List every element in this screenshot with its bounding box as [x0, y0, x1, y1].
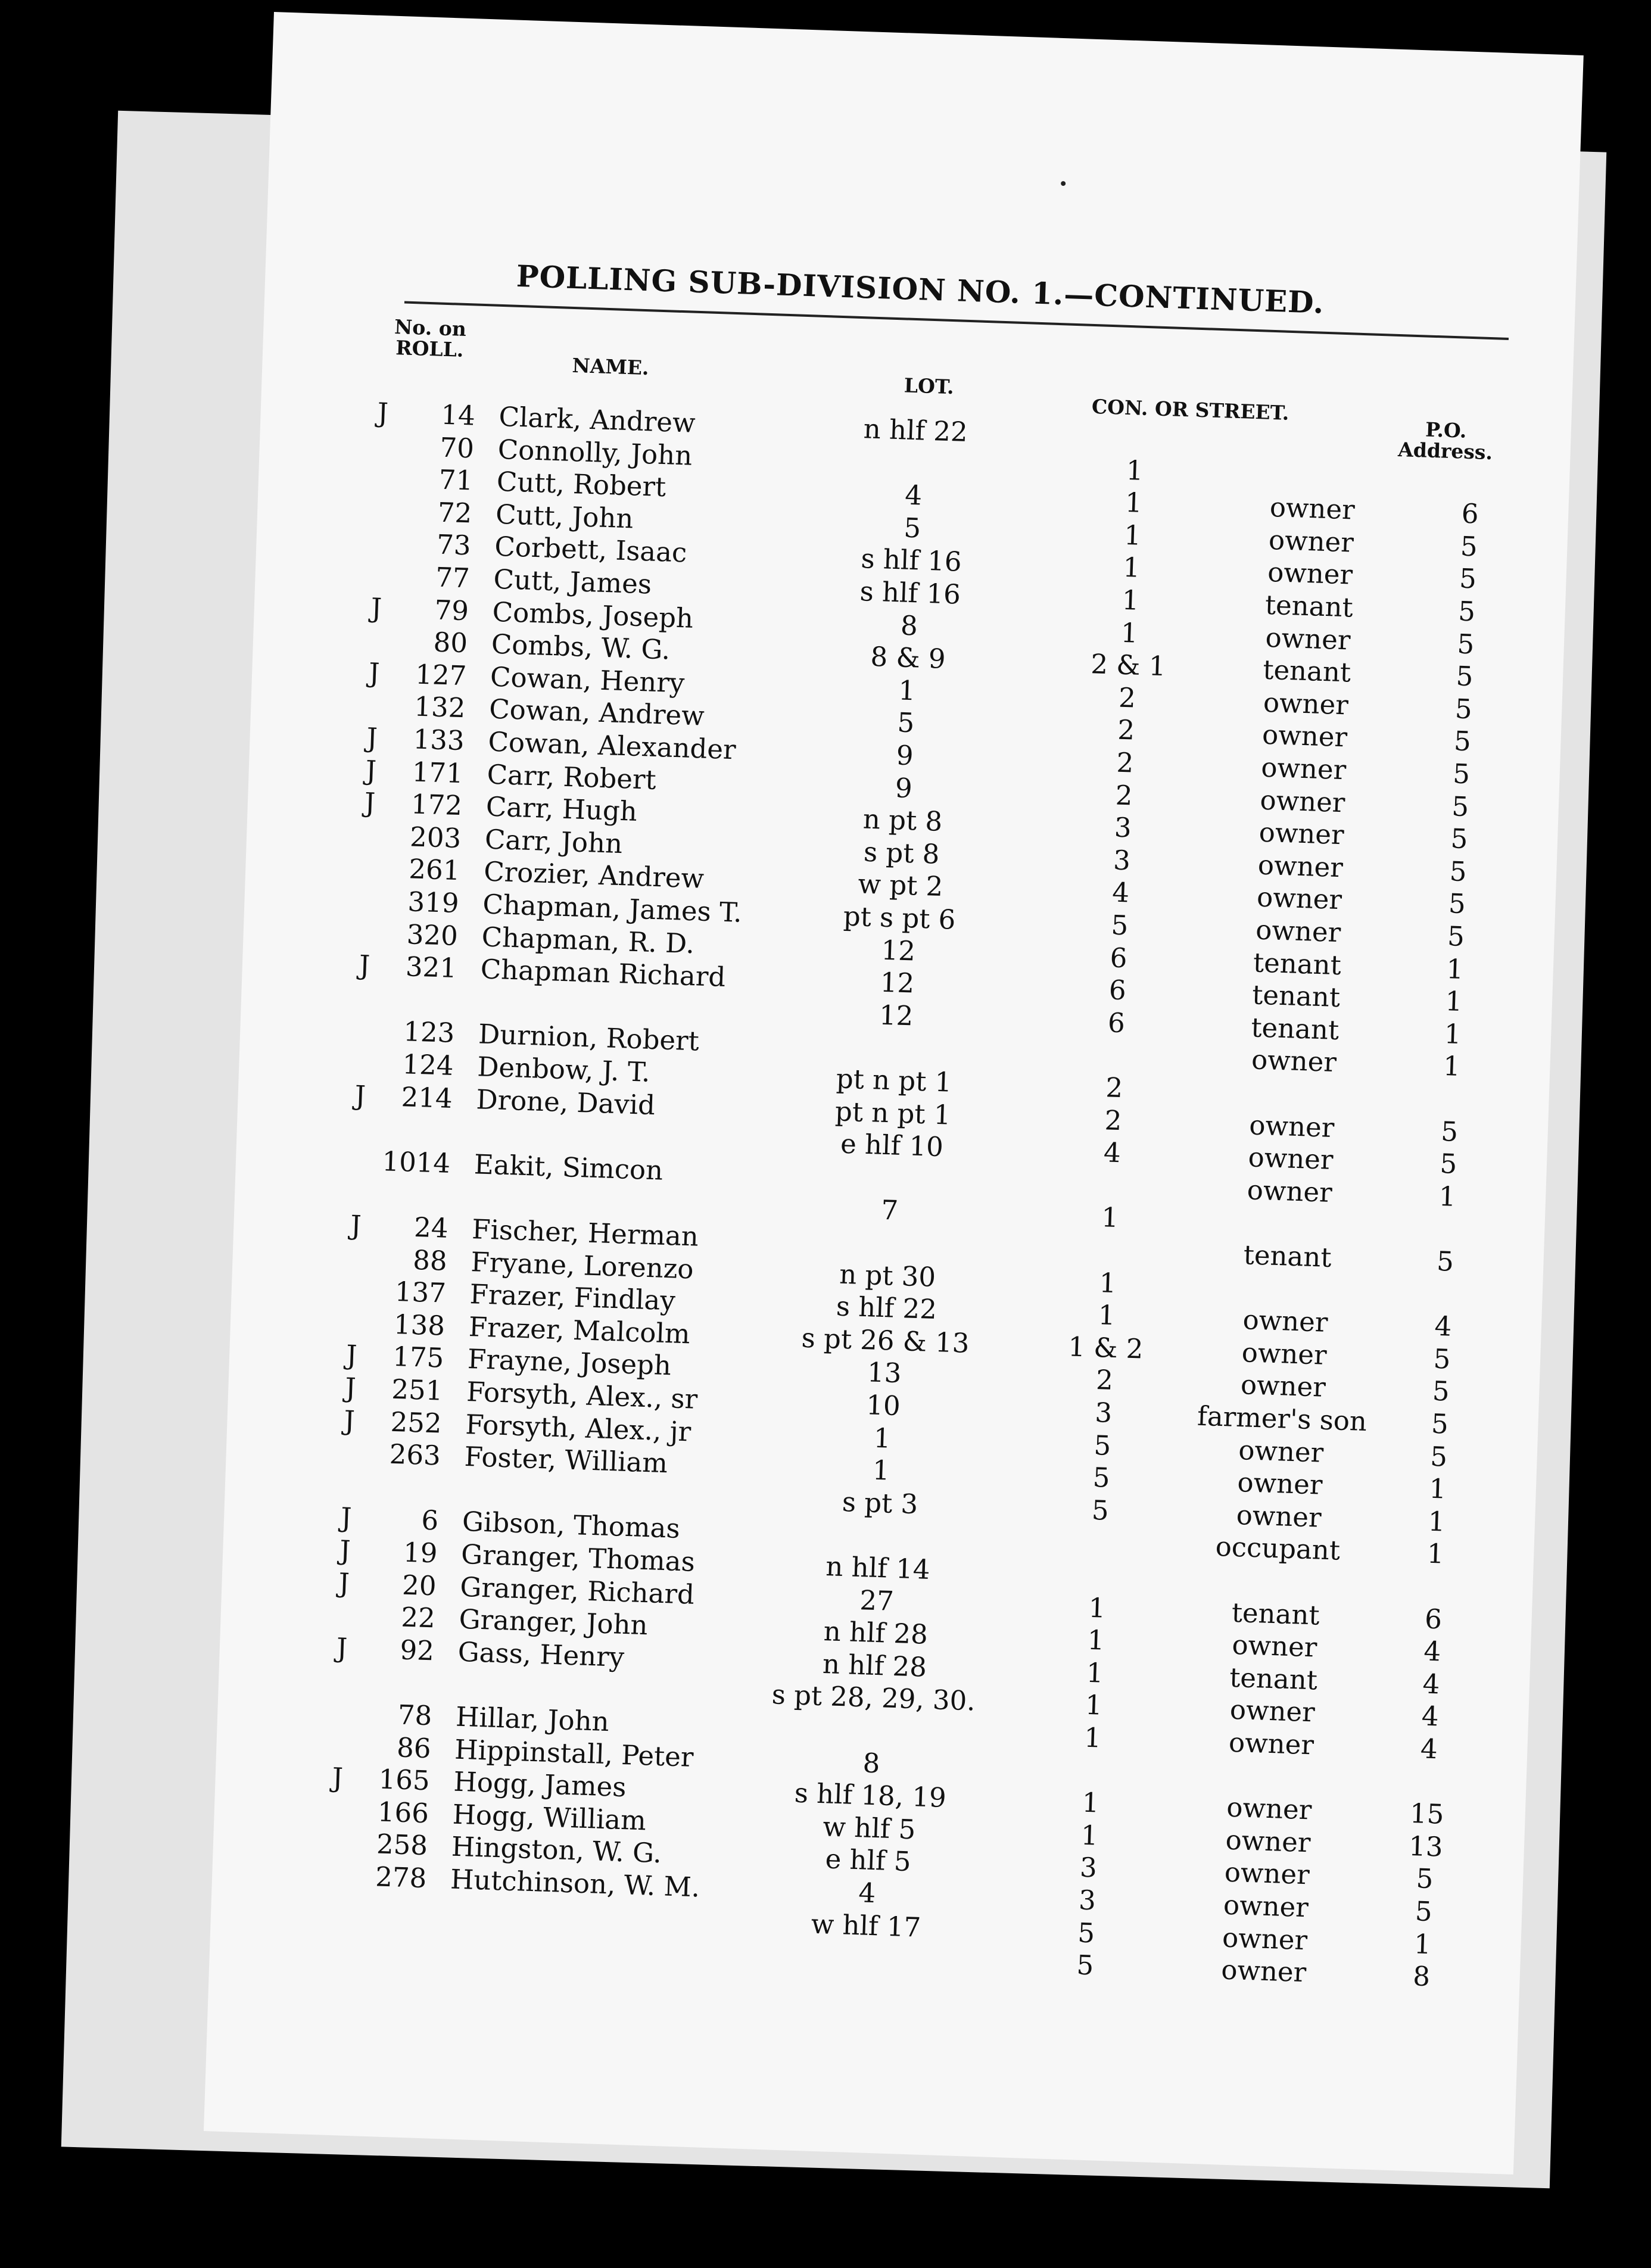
- concession-cell: 5: [1093, 1429, 1112, 1462]
- roll-number: 165: [378, 1763, 431, 1797]
- concession-cell: 2: [1105, 1071, 1124, 1104]
- voter-name: Hogg, James: [453, 1765, 627, 1803]
- po-address-cell: 5: [1436, 1245, 1454, 1278]
- status-cell: owner: [1268, 524, 1354, 559]
- roll-number: 132: [413, 690, 466, 724]
- header-con: CON. OR STREET.: [1091, 394, 1290, 425]
- lot-cell: 8 & 9: [870, 641, 946, 675]
- page-title: POLLING SUB-DIVISION NO. 1.—CONTINUED.: [516, 258, 1325, 320]
- roll-number: 86: [396, 1731, 432, 1764]
- ink-speck: [1061, 181, 1066, 186]
- roll-number: 252: [390, 1406, 443, 1440]
- po-address-cell: 5: [1452, 758, 1471, 790]
- status-cell: owner: [1238, 1434, 1325, 1469]
- po-address-cell: 4: [1421, 1700, 1440, 1733]
- roll-number: 73: [436, 528, 472, 562]
- po-address-cell: 5: [1432, 1342, 1451, 1375]
- po-address-cell: 5: [1453, 725, 1472, 758]
- po-address-cell: 5: [1415, 1862, 1434, 1895]
- lot-cell: s pt 26 & 13: [800, 1322, 970, 1359]
- roll-number: 80: [432, 626, 468, 659]
- lot-cell: 8: [862, 1747, 881, 1779]
- po-address-cell: 5: [1457, 595, 1476, 628]
- lot-cell: 9: [895, 739, 914, 772]
- status-cell: tenant: [1250, 1011, 1340, 1046]
- lot-cell: 1: [873, 1422, 892, 1454]
- status-cell: owner: [1261, 719, 1348, 753]
- voter-name: Gass, Henry: [457, 1635, 625, 1673]
- lot-cell: 10: [865, 1389, 901, 1422]
- status-cell: owner: [1235, 1498, 1322, 1534]
- lot-cell: 12: [880, 934, 916, 967]
- po-address-cell: 1: [1427, 1505, 1446, 1538]
- juror-mark: J: [366, 721, 378, 754]
- concession-cell: 1: [1120, 616, 1139, 649]
- roll-number: 127: [415, 658, 468, 692]
- po-address-cell: 4: [1434, 1310, 1453, 1342]
- juror-mark: J: [336, 1631, 348, 1664]
- roll-number: 321: [405, 951, 457, 985]
- status-cell: tenant: [1229, 1661, 1318, 1696]
- lot-cell: 5: [896, 706, 915, 739]
- voter-name: Connolly, John: [497, 433, 693, 472]
- po-address-cell: 4: [1422, 1668, 1441, 1700]
- status-cell: owner: [1220, 1954, 1307, 1989]
- lot-cell: n hlf 28: [822, 1647, 927, 1683]
- status-cell: owner: [1256, 881, 1342, 916]
- juror-mark: J: [343, 1404, 356, 1437]
- status-cell: farmer's son: [1197, 1400, 1367, 1438]
- status-cell: owner: [1255, 914, 1341, 949]
- concession-cell: 5: [1110, 909, 1129, 942]
- status-cell: owner: [1240, 1369, 1326, 1404]
- roll-number: 19: [403, 1536, 438, 1569]
- voter-name: Cutt, Robert: [496, 466, 666, 503]
- po-address-cell: 5: [1460, 530, 1478, 563]
- lot-cell: 1: [872, 1454, 890, 1487]
- status-cell: owner: [1263, 686, 1349, 721]
- roll-number: 124: [401, 1048, 454, 1082]
- concession-cell: 5: [1076, 1949, 1095, 1982]
- voter-name: Forsyth, Alex., jr: [465, 1408, 692, 1448]
- concession-cell: 2 & 1: [1090, 648, 1167, 683]
- voter-name: Carr, Hugh: [485, 790, 638, 828]
- concession-cell: 1: [1101, 1201, 1119, 1234]
- concession-cell: 1: [1083, 1721, 1102, 1754]
- voter-name: Combs, W. G.: [491, 628, 671, 666]
- roll-number: 175: [392, 1341, 445, 1375]
- status-cell: owner: [1224, 1856, 1310, 1891]
- concession-cell: 1: [1124, 487, 1143, 519]
- status-cell: owner: [1228, 1726, 1314, 1761]
- po-address-cell: 1: [1428, 1472, 1447, 1505]
- roll-number: 88: [412, 1244, 448, 1277]
- po-address-cell: 13: [1408, 1830, 1444, 1863]
- lot-cell: 12: [879, 999, 914, 1032]
- voter-name: Combs, Joseph: [491, 596, 694, 634]
- lot-cell: n hlf 22: [863, 413, 968, 448]
- roll-number: 71: [438, 463, 474, 497]
- voter-name: Chapman, James T.: [482, 888, 743, 929]
- roll-number: 251: [391, 1373, 444, 1407]
- status-cell: tenant: [1243, 1239, 1332, 1273]
- po-address-cell: 5: [1439, 1148, 1458, 1180]
- roll-number: 138: [393, 1308, 446, 1342]
- po-address-cell: 1: [1426, 1538, 1445, 1570]
- lot-cell: w hlf 5: [822, 1811, 917, 1846]
- concession-cell: 6: [1107, 1007, 1126, 1039]
- status-cell: owner: [1247, 1174, 1333, 1208]
- juror-mark: J: [368, 656, 381, 689]
- roll-number: 77: [435, 561, 471, 594]
- status-cell: tenant: [1253, 946, 1342, 981]
- po-address-cell: 5: [1440, 1115, 1459, 1148]
- roll-number: 166: [377, 1796, 429, 1830]
- concession-cell: 3: [1078, 1884, 1096, 1917]
- voter-name: Crozier, Andrew: [483, 855, 705, 895]
- concession-cell: 4: [1111, 876, 1130, 909]
- lot-cell: 7: [880, 1194, 899, 1227]
- roll-number: 133: [412, 723, 465, 757]
- concession-cell: 2: [1116, 746, 1135, 779]
- voter-name: Carr, Robert: [486, 758, 657, 796]
- status-cell: owner: [1242, 1304, 1329, 1339]
- po-address-cell: 5: [1451, 790, 1470, 823]
- voter-name: Frayne, Joseph: [467, 1343, 672, 1382]
- voter-name: Hingston, W. G.: [451, 1830, 662, 1870]
- lot-cell: s hlf 18, 19: [794, 1777, 947, 1814]
- status-cell: owner: [1247, 1141, 1334, 1176]
- lot-cell: s pt 28, 29, 30.: [771, 1678, 976, 1717]
- roll-number: 72: [437, 496, 473, 529]
- header-po: P.O. Address.: [1397, 418, 1493, 464]
- voter-name: Cowan, Alexander: [487, 725, 737, 766]
- concession-cell: 6: [1108, 974, 1127, 1007]
- lot-cell: 5: [903, 512, 922, 544]
- concession-cell: 5: [1092, 1462, 1111, 1494]
- status-cell: owner: [1259, 784, 1346, 818]
- lot-cell: 12: [880, 966, 915, 999]
- juror-mark: J: [365, 754, 377, 786]
- voter-name: Forsyth, Alex., sr: [466, 1376, 699, 1415]
- voter-name: Corbett, Isaac: [494, 531, 688, 569]
- roll-number: 263: [389, 1438, 441, 1472]
- lot-cell: 4: [858, 1877, 877, 1909]
- status-cell: owner: [1258, 816, 1345, 851]
- concession-cell: 2: [1095, 1364, 1114, 1397]
- voter-name: Drone, David: [475, 1083, 656, 1121]
- concession-cell: 3: [1094, 1397, 1113, 1429]
- concession-cell: 6: [1109, 942, 1128, 974]
- header-name: NAME.: [571, 353, 650, 380]
- roll-number: 214: [400, 1080, 453, 1114]
- status-cell: occupant: [1214, 1531, 1341, 1567]
- concession-cell: 5: [1077, 1917, 1096, 1949]
- voter-name: Denbow, J. T.: [476, 1051, 651, 1088]
- voter-name: Frazer, Malcolm: [468, 1310, 691, 1350]
- voter-name: Granger, Thomas: [460, 1538, 696, 1578]
- po-address-cell: 5: [1459, 562, 1477, 595]
- status-cell: owner: [1260, 751, 1347, 786]
- concession-cell: 3: [1079, 1851, 1098, 1884]
- po-address-cell: 1: [1443, 1017, 1462, 1050]
- juror-mark: J: [340, 1501, 353, 1534]
- juror-mark: J: [345, 1339, 358, 1372]
- roll-number: 171: [412, 755, 464, 789]
- concession-cell: 1 & 2: [1067, 1331, 1144, 1365]
- voter-name: Eakit, Simcon: [474, 1148, 663, 1186]
- voter-name: Hutchinson, W. M.: [450, 1863, 700, 1904]
- voter-name: Cowan, Andrew: [488, 693, 705, 732]
- juror-mark: J: [344, 1372, 357, 1404]
- po-address-cell: 1: [1438, 1180, 1457, 1213]
- lot-cell: w hlf 17: [810, 1908, 922, 1943]
- po-address-cell: 5: [1431, 1407, 1449, 1440]
- concession-cell: 1: [1098, 1299, 1116, 1332]
- roll-number: 320: [406, 918, 459, 952]
- po-address-cell: 5: [1455, 660, 1474, 693]
- roll-number: 137: [394, 1276, 447, 1309]
- lot-cell: s hlf 16: [860, 543, 962, 578]
- juror-mark: J: [370, 591, 382, 624]
- lot-cell: s pt 8: [863, 836, 940, 870]
- voter-name: Granger, John: [458, 1603, 649, 1641]
- concession-cell: 2: [1104, 1104, 1123, 1136]
- status-cell: tenant: [1251, 979, 1341, 1014]
- status-cell: owner: [1229, 1694, 1316, 1728]
- roll-number: 14: [440, 398, 476, 432]
- lot-cell: 4: [904, 479, 923, 512]
- lot-cell: 13: [867, 1356, 902, 1390]
- roll-number: 258: [376, 1828, 428, 1862]
- document-page: [204, 12, 1584, 2174]
- lot-cell: n pt 8: [862, 803, 943, 838]
- roll-number: 319: [407, 886, 460, 920]
- voter-name: Granger, Richard: [459, 1571, 695, 1610]
- voter-name: Cutt, John: [495, 498, 634, 535]
- lot-cell: s hlf 16: [859, 575, 961, 610]
- lot-cell: pt n pt 1: [836, 1063, 953, 1098]
- status-cell: owner: [1251, 1043, 1337, 1079]
- po-address-cell: 5: [1454, 693, 1473, 725]
- voter-name: Hippinstall, Peter: [454, 1733, 694, 1773]
- status-cell: owner: [1222, 1921, 1308, 1956]
- roll-number: 123: [403, 1015, 456, 1049]
- voter-name: Clark, Andrew: [498, 400, 696, 439]
- roll-number: 203: [409, 821, 462, 854]
- concession-cell: 2: [1117, 714, 1135, 746]
- concession-cell: 1: [1121, 584, 1140, 616]
- concession-cell: 1: [1098, 1266, 1117, 1299]
- concession-cell: 1: [1088, 1591, 1107, 1624]
- concession-cell: 1: [1086, 1656, 1104, 1689]
- roll-number: 92: [399, 1634, 435, 1667]
- po-address-cell: 1: [1413, 1927, 1432, 1960]
- roll-number: 261: [408, 853, 461, 887]
- status-cell: owner: [1267, 556, 1353, 591]
- juror-mark: J: [364, 786, 376, 819]
- roll-number: 70: [439, 431, 475, 465]
- roll-number: 20: [401, 1569, 437, 1602]
- lot-cell: w pt 2: [857, 868, 944, 903]
- concession-cell: 1: [1126, 454, 1144, 487]
- lot-cell: 8: [900, 609, 918, 641]
- lot-cell: 27: [859, 1584, 895, 1617]
- voter-name: Chapman, R. D.: [481, 921, 695, 959]
- concession-cell: 2: [1118, 681, 1136, 714]
- lot-cell: n pt 30: [839, 1258, 936, 1293]
- concession-cell: 1: [1123, 519, 1142, 552]
- juror-mark: J: [359, 949, 370, 982]
- po-address-cell: 6: [1424, 1603, 1443, 1635]
- lot-cell: n hlf 14: [825, 1550, 931, 1585]
- voter-name: Frazer, Findlay: [469, 1278, 676, 1317]
- roll-number: 6: [420, 1504, 440, 1537]
- status-cell: owner: [1226, 1791, 1313, 1826]
- roll-number: 24: [413, 1211, 449, 1244]
- status-cell: owner: [1257, 849, 1344, 884]
- po-address-cell: 5: [1429, 1440, 1448, 1473]
- status-cell: tenant: [1231, 1596, 1320, 1631]
- po-address-cell: 4: [1423, 1635, 1441, 1668]
- status-cell: owner: [1248, 1108, 1335, 1144]
- concession-cell: 5: [1091, 1494, 1110, 1526]
- voter-name: Hogg, William: [451, 1798, 647, 1837]
- concession-cell: 1: [1081, 1786, 1100, 1819]
- concession-cell: 1: [1122, 552, 1141, 584]
- lot-cell: e hlf 10: [840, 1127, 944, 1163]
- voter-name: Cowan, Henry: [490, 661, 686, 699]
- lot-cell: pt s pt 6: [843, 900, 957, 936]
- po-address-cell: 1: [1446, 952, 1465, 985]
- status-cell: owner: [1269, 491, 1356, 526]
- juror-mark: J: [331, 1762, 344, 1794]
- concession-cell: 1: [1080, 1819, 1099, 1852]
- po-address-cell: 5: [1432, 1375, 1450, 1408]
- lot-cell: pt n pt 1: [834, 1095, 952, 1131]
- status-cell: tenant: [1262, 653, 1351, 688]
- concession-cell: 3: [1114, 811, 1132, 844]
- concession-cell: 4: [1103, 1136, 1122, 1169]
- lot-cell: s pt 3: [842, 1485, 919, 1521]
- concession-cell: 2: [1114, 779, 1133, 812]
- po-address-cell: 15: [1409, 1797, 1445, 1830]
- juror-mark: J: [338, 1566, 350, 1599]
- juror-mark: J: [350, 1209, 362, 1241]
- concession-cell: 1: [1085, 1689, 1103, 1722]
- juror-mark: J: [339, 1534, 351, 1566]
- po-address-cell: 6: [1460, 497, 1479, 530]
- voter-name: Carr, John: [484, 823, 623, 859]
- lot-cell: 9: [895, 771, 913, 804]
- lot-cell: n hlf 28: [823, 1615, 929, 1651]
- po-address-cell: 5: [1447, 920, 1465, 953]
- roll-number: 172: [410, 788, 463, 822]
- voter-name: Durnion, Robert: [478, 1018, 700, 1057]
- status-cell: owner: [1231, 1629, 1318, 1663]
- roll-number: 1014: [381, 1145, 451, 1179]
- po-address-cell: 1: [1444, 985, 1463, 1018]
- status-cell: owner: [1241, 1336, 1328, 1371]
- po-address-cell: 1: [1443, 1050, 1461, 1083]
- po-address-cell: 5: [1448, 887, 1466, 920]
- voter-name: Chapman Richard: [480, 953, 727, 993]
- concession-cell: 3: [1113, 844, 1131, 877]
- status-cell: owner: [1225, 1824, 1312, 1859]
- po-address-cell: 5: [1449, 855, 1468, 887]
- juror-mark: J: [354, 1079, 366, 1111]
- header-lot: LOT.: [904, 373, 955, 399]
- status-cell: owner: [1236, 1466, 1323, 1501]
- roll-number: 22: [400, 1601, 436, 1634]
- voter-name: Fryane, Lorenzo: [470, 1245, 694, 1285]
- po-address-cell: 4: [1420, 1733, 1438, 1765]
- voter-name: Hillar, John: [455, 1700, 610, 1738]
- lot-cell: s hlf 22: [836, 1290, 937, 1326]
- lot-cell: e hlf 5: [824, 1843, 912, 1878]
- lot-cell: 1: [898, 674, 916, 707]
- status-cell: owner: [1264, 621, 1351, 656]
- po-address-cell: 5: [1415, 1895, 1433, 1928]
- juror-mark: J: [376, 397, 389, 429]
- voter-name: Foster, William: [463, 1441, 668, 1479]
- po-address-cell: 8: [1412, 1960, 1431, 1993]
- roll-number: 79: [434, 594, 469, 627]
- header-roll: No. on ROLL.: [394, 315, 467, 362]
- po-address-cell: 5: [1456, 628, 1475, 660]
- status-cell: tenant: [1264, 588, 1354, 624]
- status-cell: owner: [1223, 1889, 1309, 1924]
- voter-name: Cutt, James: [493, 563, 652, 600]
- voter-name: Fischer, Herman: [471, 1213, 699, 1253]
- roll-number: 278: [375, 1861, 428, 1895]
- po-address-cell: 5: [1450, 823, 1469, 855]
- voter-name: Gibson, Thomas: [462, 1506, 681, 1545]
- concession-cell: 1: [1086, 1624, 1105, 1656]
- roll-number: 78: [397, 1699, 433, 1732]
